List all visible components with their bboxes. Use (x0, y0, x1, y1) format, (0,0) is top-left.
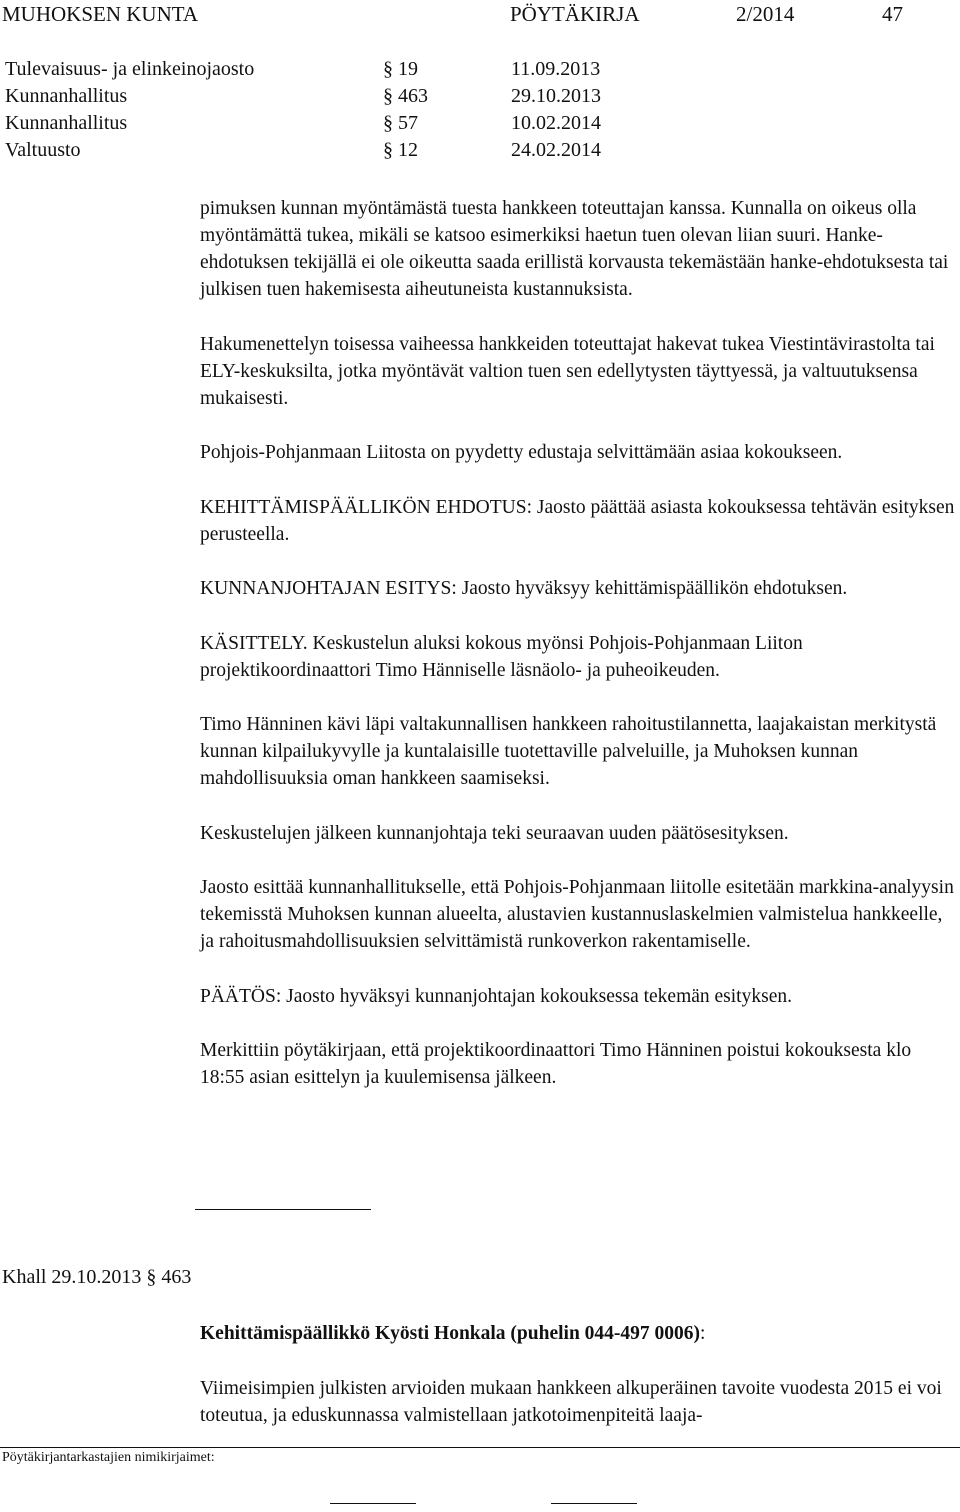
meta-paragraph: § 463 (383, 85, 428, 107)
page-header (2, 2, 952, 32)
meta-row (5, 83, 705, 110)
paragraph: Merkittiin pöytäkirjaan, että projektikoordinaattori Timo Hänninen poistui kokouksesta klo 18:55 asian esittelyn ja kuulemisensa jälkeen. (200, 1040, 912, 1088)
khall-reference: Khall 29.10.2013 § 463 (2, 1266, 192, 1288)
meta-paragraph: § 19 (383, 58, 418, 80)
section-divider (195, 1209, 371, 1210)
page-number: 47 (882, 2, 903, 26)
meta-row (5, 137, 705, 164)
initials-line (551, 1503, 637, 1504)
meta-paragraph: § 12 (383, 139, 418, 161)
paragraph: KUNNANJOHTAJAN ESITYS: Jaosto hyväksyy kehittämispäällikön ehdotuksen. (200, 578, 848, 599)
paragraph: Hakumenettelyn toisessa vaiheessa hankkeiden toteuttajat hakevat tukea Viestintävirastolta tai ELY-keskuksilta, jotka myöntävät valtion tuen sen edellytysten täyttyessä, ja valtuutuksensa mukaisesti. (200, 333, 935, 409)
meta-row (5, 110, 705, 137)
paragraph: Pohjois-Pohjanmaan Liitosta on pyydetty edustaja selvittämään asiaa kokoukseen. (200, 442, 843, 463)
meeting-references (5, 56, 705, 164)
presenter-line (200, 1320, 956, 1347)
document-type: PÖYTÄKIRJA (510, 2, 640, 26)
meta-date: 24.02.2014 (511, 139, 601, 161)
paragraph: pimuksen kunnan myöntämästä tuesta hankkeen toteuttajan kanssa. Kunnalla on oikeus olla myöntämättä tukea, mikäli se katsoo esimerkiksi haetun tuen olevan liian suuri. Hanke-ehdotuksen tekijällä ei ole oikeutta saada erillistä korvausta tekemästään hanke-ehdotuksesta tai julkisen tuen hakemisesta aiheutuneista kustannuksista. (200, 198, 949, 300)
presenter-name: Kehittämispäällikkö Kyösti Honkala (puhelin 044-497 0006) (200, 1323, 701, 1344)
footer-divider (0, 1447, 960, 1448)
paragraph: Timo Hänninen kävi läpi valtakunnallisen hankkeen rahoitustilannetta, laajakaistan merkitystä kunnan kilpailukyvylle ja kuntalaisille tuotettaville palveluille, ja Muhoksen kunnan mahdollisuuksia oman hankkeen saamiseksi. (200, 714, 937, 789)
paragraph: PÄÄTÖS: Jaosto hyväksyi kunnanjohtajan kokouksessa tekemän esityksen. (200, 985, 792, 1007)
khall-section (200, 1320, 956, 1456)
issue-number: 2/2014 (736, 2, 795, 26)
presenter-colon: : (700, 1323, 706, 1344)
meta-date: 29.10.2013 (511, 85, 601, 107)
municipality-name: MUHOKSEN KUNTA (2, 2, 199, 26)
footer-initials-label: Pöytäkirjantarkastajien nimikirjaimet: (2, 1450, 215, 1465)
meta-row (5, 56, 705, 83)
meta-body: Tulevaisuus- ja elinkeinojaosto (5, 58, 255, 80)
meta-body: Valtuusto (5, 139, 81, 161)
meta-body: Kunnanhallitus (5, 112, 128, 134)
paragraph: KÄSITTELY. Keskustelun aluksi kokous myönsi Pohjois-Pohjanmaan Liiton projektikoordinaattori Timo Hänniselle läsnäolo- ja puheoikeuden. (200, 632, 803, 681)
paragraph: Keskustelujen jälkeen kunnanjohtaja teki seuraavan uuden päätösesityksen. (200, 822, 789, 844)
paragraph: Jaosto esittää kunnanhallitukselle, että Pohjois-Pohjanmaan liitolle esitetään markkina-analyysin tekemisstä Muhoksen kunnan alueelta, alustavien kustannuslaskelmien valmistelua hankkeelle, ja rahoitusmahdollisuuksien selvittämistä runkoverkon rakentamiselle. (200, 877, 954, 952)
meta-paragraph: § 57 (383, 112, 418, 134)
minutes-body (200, 195, 956, 1119)
paragraph: KEHITTÄMISPÄÄLLIKÖN EHDOTUS: Jaosto päättää asiasta kokouksessa tehtävän esityksen perusteella. (200, 496, 955, 545)
meta-date: 10.02.2014 (511, 112, 601, 134)
meta-date: 11.09.2013 (511, 58, 601, 80)
meta-body: Kunnanhallitus (5, 85, 128, 107)
paragraph: Viimeisimpien julkisten arvioiden mukaan hankkeen alkuperäinen tavoite vuodesta 2015 ei voi toteutua, ja eduskunnassa valmistellaan jatkotoimenpiteitä laaja- (200, 1377, 942, 1426)
initials-line (330, 1503, 416, 1504)
